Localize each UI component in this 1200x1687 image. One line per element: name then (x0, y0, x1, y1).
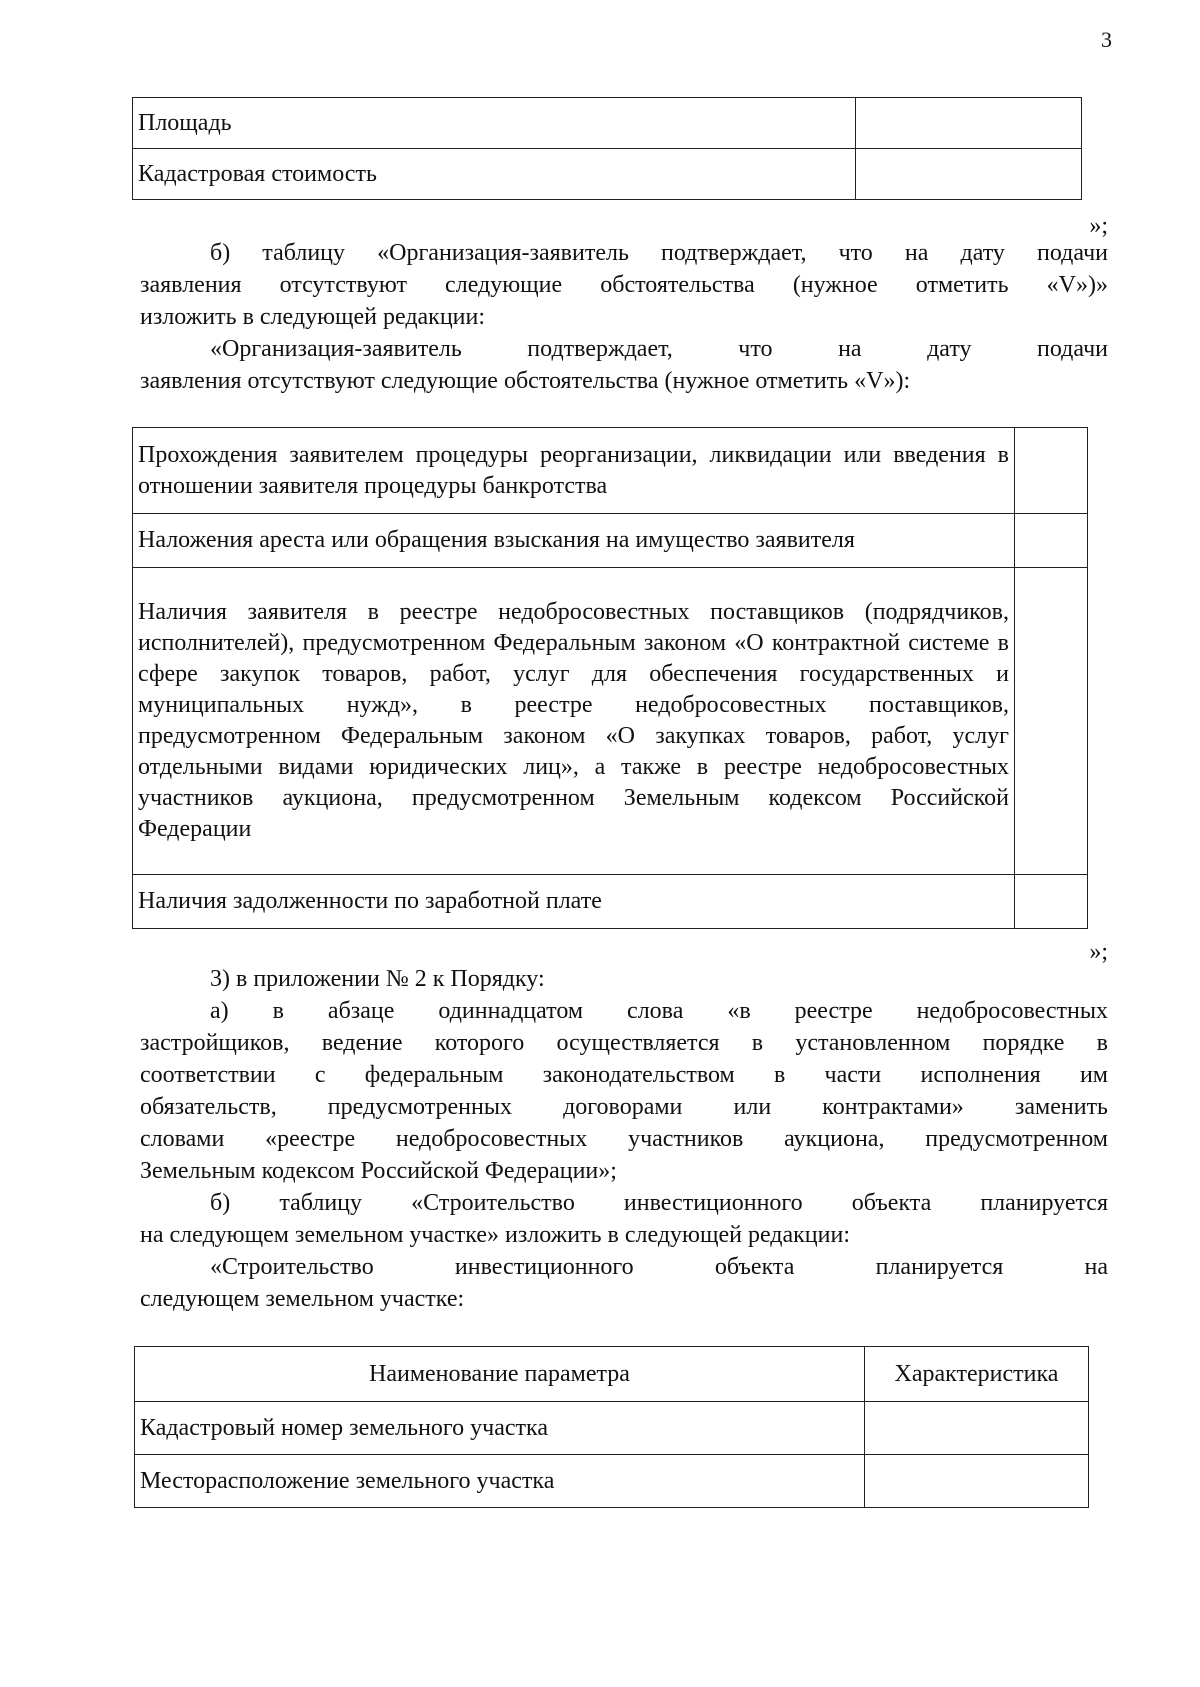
table-cell-value (865, 1455, 1089, 1508)
table-row (133, 875, 1088, 929)
circumstances-table (132, 427, 1088, 929)
item-heading: 3) в приложении № 2 к Порядку: (210, 966, 545, 992)
paragraph-line: «Организация-заявитель подтверждает, что на дату подачи (210, 336, 1108, 362)
paragraph-line: б) таблицу «Организация-заявитель подтверждает, что на дату подачи (210, 240, 1108, 266)
table-row (135, 1402, 1089, 1455)
table-row (133, 149, 1082, 200)
table-row (133, 428, 1088, 514)
table-cell-label: Кадастровый номер земельного участка (135, 1402, 865, 1455)
closing-quote: »; (1089, 213, 1108, 239)
paragraph-line: изложить в следующей редакции: (140, 304, 486, 330)
table-row (133, 98, 1082, 149)
land-plot-table (132, 97, 1082, 200)
table-cell-text: Наличия задолженности по заработной плате (133, 875, 1015, 929)
table-header-row (135, 1347, 1089, 1402)
table-cell-checkmark (1015, 428, 1088, 514)
table-cell-value (856, 98, 1082, 149)
table-cell-checkmark (1015, 875, 1088, 929)
column-header-parameter: Наименование параметра (135, 1347, 865, 1402)
table-cell-label: Кадастровая стоимость (133, 149, 856, 200)
closing-quote: »; (1089, 939, 1108, 965)
table-cell-value (856, 149, 1082, 200)
table-cell-checkmark (1015, 568, 1088, 875)
table-cell-label: Месторасположение земельного участка (135, 1455, 865, 1508)
table-row (133, 568, 1088, 875)
paragraph-line: б) таблицу «Строительство инвестиционного объекта планируется (210, 1190, 1108, 1216)
table-row (133, 514, 1088, 568)
paragraph-line: а) в абзаце одиннадцатом слова «в реестре недобросовестных (210, 998, 1108, 1024)
paragraph-line: на следующем земельном участке» изложить в следующей редакции: (140, 1222, 851, 1248)
paragraph-line: соответствии с федеральным законодательством в части исполнения им (140, 1062, 1108, 1088)
table-row (135, 1455, 1089, 1508)
paragraph-line: «Строительство инвестиционного объекта планируется на (210, 1254, 1108, 1280)
paragraph-line: обязательств, предусмотренных договорами или контрактами» заменить (140, 1094, 1108, 1120)
table-cell-checkmark (1015, 514, 1088, 568)
paragraph-line: заявления отсутствуют следующие обстоятельства (нужное отметить «V»)» (140, 272, 1108, 298)
paragraph-line: словами «реестре недобросовестных участников аукциона, предусмотренном (140, 1126, 1108, 1152)
paragraph-line: заявления отсутствуют следующие обстоятельства (нужное отметить «V»): (140, 368, 911, 394)
paragraph-line: следующем земельном участке: (140, 1286, 465, 1312)
column-header-characteristic: Характеристика (865, 1347, 1089, 1402)
paragraph-line: застройщиков, ведение которого осуществляется в установленном порядке в (140, 1030, 1108, 1056)
table-cell-text: Прохождения заявителем процедуры реорганизации, ликвидации или введения в отношении заявителя процедуры банкротства (133, 428, 1015, 514)
table-cell-label: Площадь (133, 98, 856, 149)
land-parameters-table (134, 1346, 1089, 1508)
paragraph-line: Земельным кодексом Российской Федерации»; (140, 1158, 617, 1184)
page-number: 3 (1101, 27, 1112, 52)
table-cell-value (865, 1402, 1089, 1455)
table-cell-text: Наложения ареста или обращения взыскания на имущество заявителя (133, 514, 1015, 568)
table-cell-text: Наличия заявителя в реестре недобросовестных поставщиков (подрядчиков, исполнителей), предусмотренном Федеральным законом «О контрактной системе в сфере закупок товаров, работ, услуг для обеспечения государственных и муниципальных нужд», в реестре недобросовестных поставщиков, предусмотренном Федеральным законом «О закупках товаров, работ, услуг отдельными видами юридических лиц», а также в реестре недобросовестных участников аукциона, предусмотренном Земельным кодексом Российской Федерации (133, 568, 1015, 875)
